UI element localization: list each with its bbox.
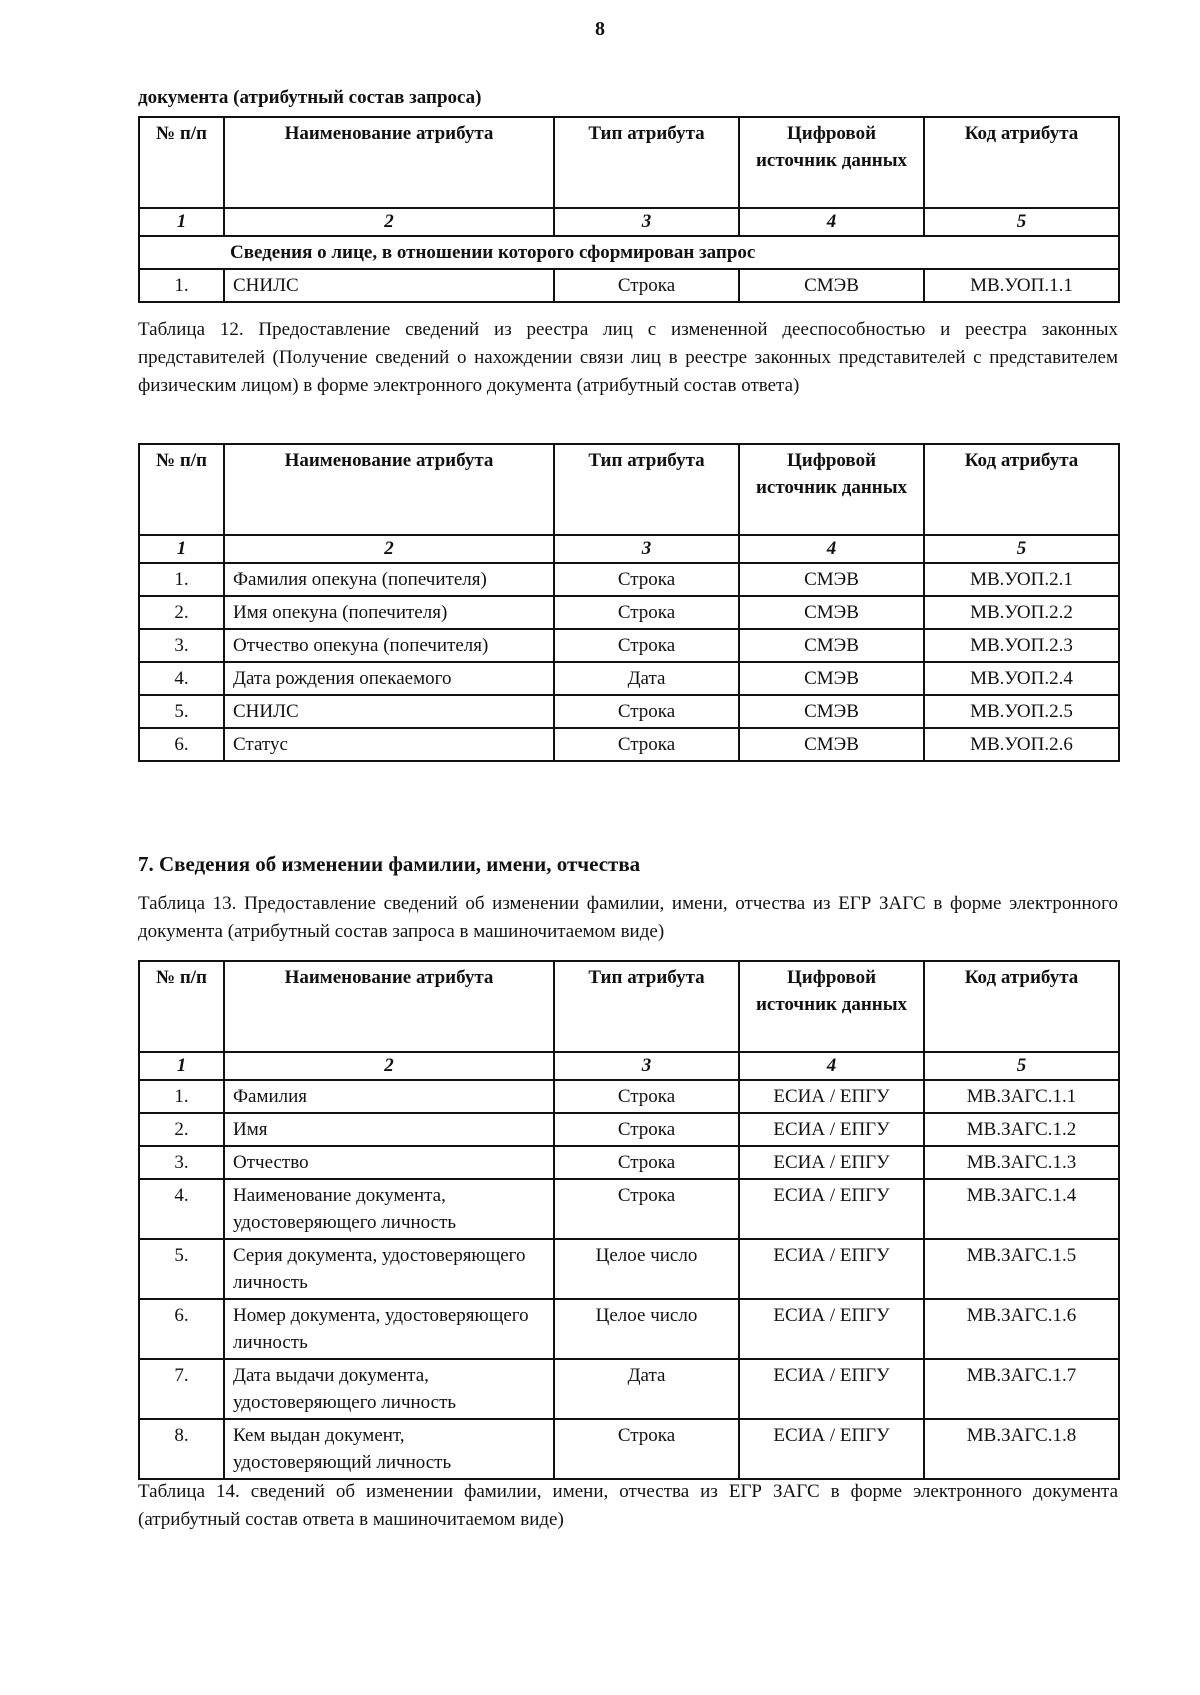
table-12 [138, 443, 1120, 762]
column-number: 2 [224, 535, 554, 563]
table13-caption: Таблица 13. Предоставление сведений об изменении фамилии, имени, отчества из ЕГР ЗАГС в форме электронного документа (атрибутный состав запроса в машиночитаемом виде) [138, 893, 1118, 942]
cell-data-source: ЕСИА / ЕПГУ [739, 1146, 924, 1179]
cell-attribute-code: МВ.ЗАГС.1.6 [924, 1299, 1119, 1359]
cell-attribute-code: МВ.ЗАГС.1.5 [924, 1239, 1119, 1299]
cell-attribute-name: Статус [224, 728, 554, 761]
cell-attribute-type: Целое число [554, 1239, 739, 1299]
header-cell-type: Тип атрибута [554, 444, 739, 535]
cell-attribute-name: Фамилия [224, 1080, 554, 1113]
table-row [139, 269, 1119, 302]
cell-attribute-type: Целое число [554, 1299, 739, 1359]
header-cell-name: Наименование атрибута [224, 961, 554, 1052]
column-number: 5 [924, 208, 1119, 236]
cell-data-source: ЕСИА / ЕПГУ [739, 1080, 924, 1113]
cell-attribute-type: Строка [554, 269, 739, 302]
cell-number: 8. [139, 1419, 224, 1479]
table-row [139, 662, 1119, 695]
column-number: 4 [739, 535, 924, 563]
table-row [139, 695, 1119, 728]
section-row-label: Сведения о лице, в отношении которого сформирован запрос [139, 236, 1119, 269]
table-row [139, 629, 1119, 662]
table-13 [138, 960, 1120, 1480]
column-number: 2 [224, 208, 554, 236]
cell-data-source: СМЭВ [739, 728, 924, 761]
table-row [139, 596, 1119, 629]
cell-number: 5. [139, 1239, 224, 1299]
cell-number: 3. [139, 1146, 224, 1179]
cell-attribute-type: Строка [554, 1179, 739, 1239]
column-number: 3 [554, 535, 739, 563]
table-11 [138, 116, 1120, 303]
cell-data-source: ЕСИА / ЕПГУ [739, 1113, 924, 1146]
column-number: 4 [739, 208, 924, 236]
cell-attribute-type: Строка [554, 563, 739, 596]
cell-data-source: ЕСИА / ЕПГУ [739, 1239, 924, 1299]
table12-caption: Таблица 12. Предоставление сведений из реестра лиц с измененной дееспособностью и реестра законных представителей (Получение сведений о нахождении связи лиц в реестре законных представителей с представителем физическим лицом) в форме электронного документа (атрибутный состав ответа) [138, 319, 1118, 396]
table-row [139, 1146, 1119, 1179]
table-row [139, 1359, 1119, 1419]
cell-attribute-code: МВ.ЗАГС.1.8 [924, 1419, 1119, 1479]
column-number: 2 [224, 1052, 554, 1080]
cell-attribute-type: Строка [554, 1080, 739, 1113]
table-row [139, 1299, 1119, 1359]
cell-attribute-name: Серия документа, удостоверяющего личность [224, 1239, 554, 1299]
table-row [139, 1113, 1119, 1146]
cell-attribute-type: Строка [554, 629, 739, 662]
cell-attribute-code: МВ.УОП.2.2 [924, 596, 1119, 629]
cell-attribute-name: Наименование документа, удостоверяющего личность [224, 1179, 554, 1239]
cell-number: 1. [139, 269, 224, 302]
column-number: 5 [924, 1052, 1119, 1080]
column-number: 5 [924, 535, 1119, 563]
cell-attribute-name: Имя [224, 1113, 554, 1146]
header-cell-type: Тип атрибута [554, 117, 739, 208]
cell-data-source: СМЭВ [739, 695, 924, 728]
header-cell-code: Код атрибута [924, 961, 1119, 1052]
cell-number: 4. [139, 662, 224, 695]
column-number-row [139, 535, 1119, 563]
cell-attribute-code: МВ.ЗАГС.1.1 [924, 1080, 1119, 1113]
cell-attribute-code: МВ.ЗАГС.1.7 [924, 1359, 1119, 1419]
cell-data-source: СМЭВ [739, 269, 924, 302]
cell-attribute-type: Дата [554, 662, 739, 695]
cell-attribute-type: Строка [554, 1146, 739, 1179]
cell-number: 6. [139, 1299, 224, 1359]
header-cell-number: № п/п [139, 961, 224, 1052]
cell-attribute-name: Дата выдачи документа, удостоверяющего личность [224, 1359, 554, 1419]
header-cell-name: Наименование атрибута [224, 117, 554, 208]
header-cell-source: Цифровой источник данных [739, 444, 924, 535]
cell-data-source: ЕСИА / ЕПГУ [739, 1299, 924, 1359]
cell-attribute-name: Фамилия опекуна (попечителя) [224, 563, 554, 596]
cell-number: 4. [139, 1179, 224, 1239]
table14-caption: Таблица 14. сведений об изменении фамилии, имени, отчества из ЕГР ЗАГС в форме электронного документа (атрибутный состав ответа в машиночитаемом виде) [138, 1481, 1118, 1530]
cell-attribute-code: МВ.ЗАГС.1.2 [924, 1113, 1119, 1146]
column-number-row [139, 208, 1119, 236]
table-row [139, 1239, 1119, 1299]
column-number: 4 [739, 1052, 924, 1080]
cell-attribute-code: МВ.ЗАГС.1.4 [924, 1179, 1119, 1239]
cell-attribute-name: Отчество [224, 1146, 554, 1179]
cell-attribute-type: Строка [554, 1419, 739, 1479]
cell-number: 1. [139, 1080, 224, 1113]
cell-data-source: ЕСИА / ЕПГУ [739, 1179, 924, 1239]
column-number: 1 [139, 535, 224, 563]
cell-attribute-type: Дата [554, 1359, 739, 1419]
cell-number: 2. [139, 1113, 224, 1146]
cell-data-source: ЕСИА / ЕПГУ [739, 1419, 924, 1479]
cell-attribute-code: МВ.УОП.1.1 [924, 269, 1119, 302]
column-number: 3 [554, 1052, 739, 1080]
section-row [139, 236, 1119, 269]
cell-attribute-code: МВ.УОП.2.5 [924, 695, 1119, 728]
header-row [139, 961, 1119, 1052]
cell-data-source: СМЭВ [739, 563, 924, 596]
header-cell-code: Код атрибута [924, 117, 1119, 208]
cell-number: 6. [139, 728, 224, 761]
cell-number: 3. [139, 629, 224, 662]
table-row [139, 1080, 1119, 1113]
cell-attribute-code: МВ.УОП.2.4 [924, 662, 1119, 695]
cell-number: 5. [139, 695, 224, 728]
cell-attribute-code: МВ.УОП.2.3 [924, 629, 1119, 662]
column-number: 3 [554, 208, 739, 236]
table11-caption-tail: документа (атрибутный состав запроса) [138, 87, 482, 108]
cell-attribute-name: СНИЛС [224, 695, 554, 728]
cell-number: 1. [139, 563, 224, 596]
header-cell-source: Цифровой источник данных [739, 961, 924, 1052]
column-number: 1 [139, 1052, 224, 1080]
cell-attribute-name: Номер документа, удостоверяющего личность [224, 1299, 554, 1359]
table-row [139, 1419, 1119, 1479]
cell-attribute-type: Строка [554, 596, 739, 629]
page-number: 8 [595, 18, 605, 40]
table-row [139, 1179, 1119, 1239]
cell-data-source: ЕСИА / ЕПГУ [739, 1359, 924, 1419]
header-row [139, 444, 1119, 535]
cell-attribute-code: МВ.УОП.2.1 [924, 563, 1119, 596]
header-cell-number: № п/п [139, 117, 224, 208]
header-cell-code: Код атрибута [924, 444, 1119, 535]
cell-attribute-name: Имя опекуна (попечителя) [224, 596, 554, 629]
cell-data-source: СМЭВ [739, 662, 924, 695]
section-heading: 7. Сведения об изменении фамилии, имени, отчества [138, 852, 641, 876]
header-cell-number: № п/п [139, 444, 224, 535]
header-row [139, 117, 1119, 208]
header-cell-name: Наименование атрибута [224, 444, 554, 535]
cell-attribute-name: Кем выдан документ, удостоверяющий личность [224, 1419, 554, 1479]
cell-attribute-type: Строка [554, 695, 739, 728]
cell-attribute-name: СНИЛС [224, 269, 554, 302]
table-row [139, 728, 1119, 761]
cell-attribute-code: МВ.ЗАГС.1.3 [924, 1146, 1119, 1179]
cell-attribute-type: Строка [554, 728, 739, 761]
cell-number: 2. [139, 596, 224, 629]
cell-attribute-name: Дата рождения опекаемого [224, 662, 554, 695]
column-number: 1 [139, 208, 224, 236]
column-number-row [139, 1052, 1119, 1080]
cell-number: 7. [139, 1359, 224, 1419]
cell-attribute-code: МВ.УОП.2.6 [924, 728, 1119, 761]
table-row [139, 563, 1119, 596]
cell-data-source: СМЭВ [739, 629, 924, 662]
cell-attribute-type: Строка [554, 1113, 739, 1146]
cell-attribute-name: Отчество опекуна (попечителя) [224, 629, 554, 662]
cell-data-source: СМЭВ [739, 596, 924, 629]
header-cell-type: Тип атрибута [554, 961, 739, 1052]
header-cell-source: Цифровой источник данных [739, 117, 924, 208]
